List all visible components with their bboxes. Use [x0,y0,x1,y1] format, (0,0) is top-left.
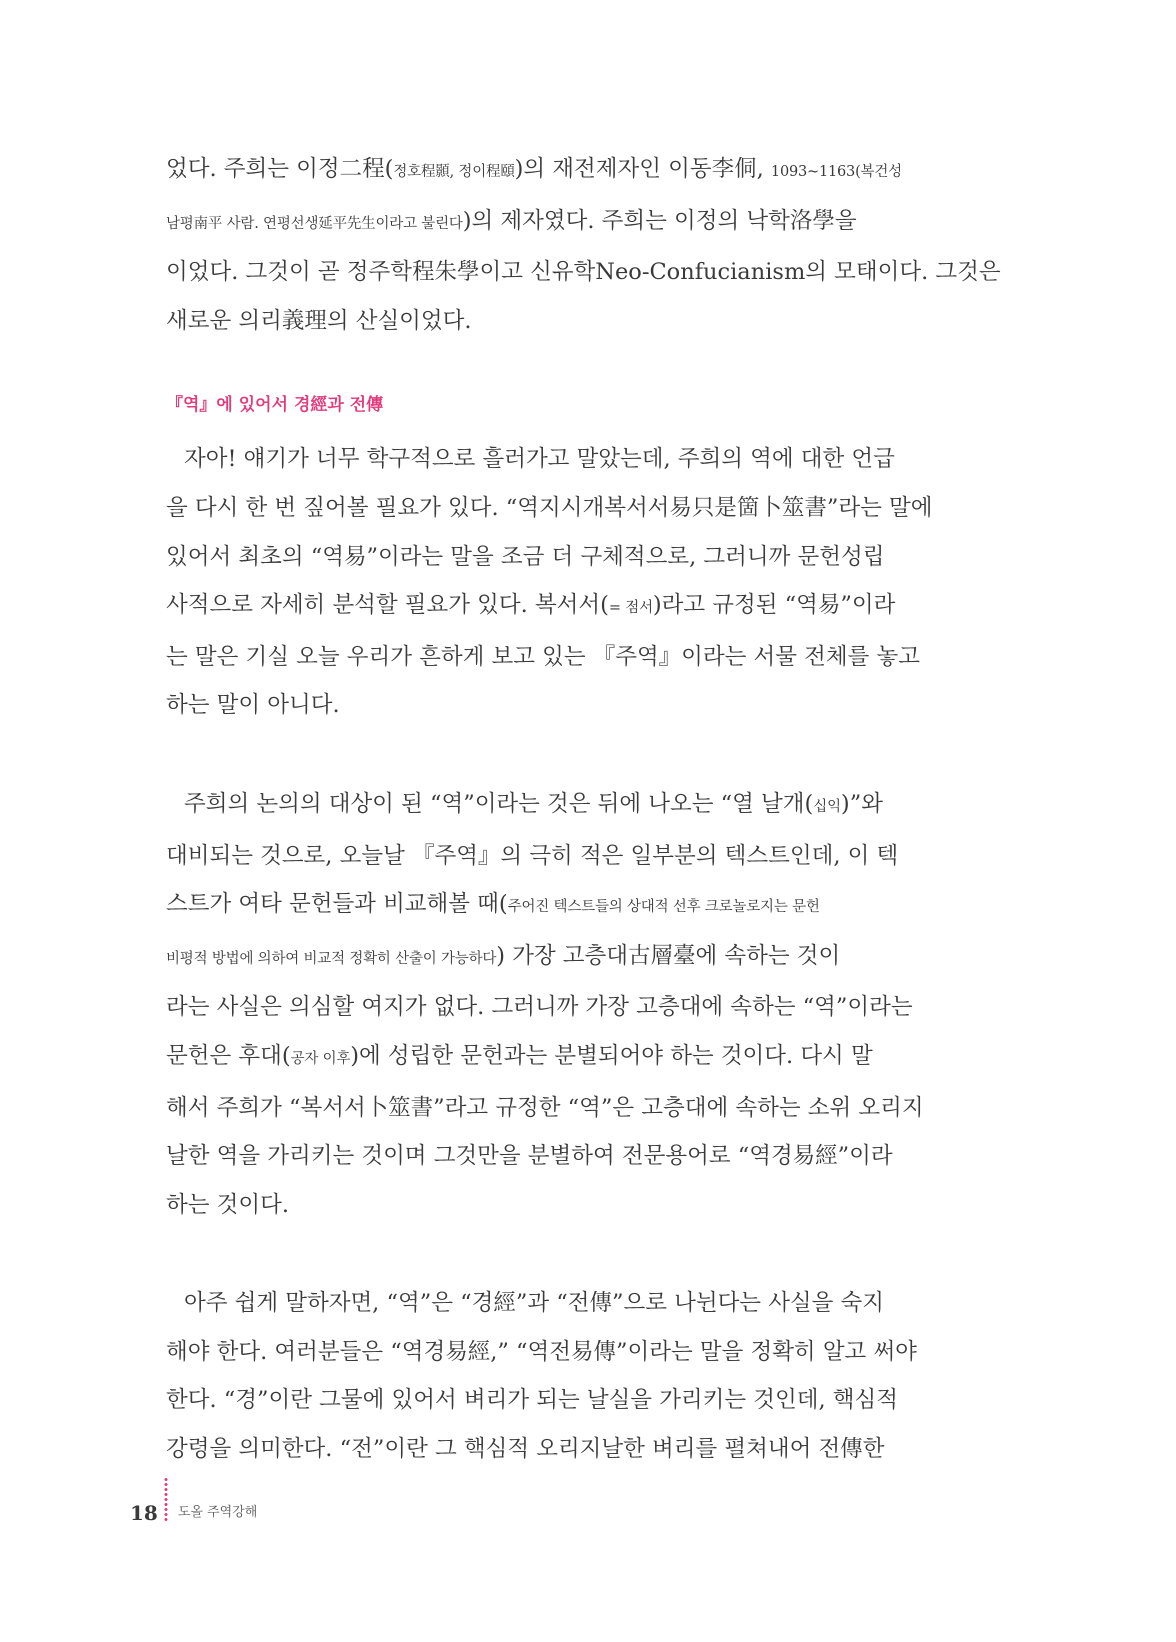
text-line [166,297,972,346]
paragraph-3 [166,780,972,1229]
text-run: 강령을 의미한다. “전”이란 그 핵심적 오리지날한 벼리를 펼쳐내어 전傳한 [166,1436,885,1463]
text-run: 이었다. 그것이 곧 정주학程朱學이고 신유학Neo-Confucianism의 모태이다. 그것은 [166,259,1001,286]
paragraph-1 [166,145,1001,345]
text-line [166,983,972,1032]
text-line [166,435,972,484]
text-run: ) 가장 고층대古層臺에 속하는 것이 [496,942,841,969]
small-note-run: 1093~1163(복건성 [770,164,902,180]
text-line [166,681,972,730]
text-line [166,780,972,832]
dotted-divider [164,1477,168,1521]
text-line [166,1376,972,1425]
text-run: 있어서 최초의 “역易”이라는 말을 조금 더 구체적으로, 그러니까 문헌성립 [166,543,885,570]
text-line [166,880,972,932]
text-line [166,1084,972,1133]
text-run: 해서 주희가 “복서서卜筮書”라고 규정한 “역”은 고층대에 속하는 소위 오리지 [166,1094,924,1121]
text-line [166,581,972,633]
text-run: 자아! 얘기가 너무 학구적으로 흘러가고 말았는데, 주희의 역에 대한 언급 [184,446,895,473]
text-run: 하는 것이다. [166,1191,289,1218]
small-note-run: 남평南平 사람. 연평선생延平先生이라고 불린다 [166,215,463,232]
section-heading: 『역』에 있어서 경經과 전傳 [166,395,384,416]
small-note-run: 정호程顥, 정이程頤 [393,164,515,180]
small-note-run: 주어진 텍스트들의 상대적 선후 크로놀로지는 문헌 [507,899,820,916]
text-run: 하는 말이 아니다. [166,692,340,719]
text-run: 새로운 의리義理의 산실이었다. [166,307,472,334]
text-run: 날한 역을 가리키는 것이며 그것만을 분별하여 전문용어로 “역경易經”이라 [166,1143,893,1170]
text-line [166,1181,972,1230]
text-line [166,832,972,881]
text-run: )의 재전제자인 이동李侗, [514,156,771,182]
text-run: 아주 쉽게 말하자면, “역”은 “경經”과 “전傳”으로 나뉜다는 사실을 숙지 [184,1290,885,1317]
text-line [166,1279,972,1328]
small-note-run: = 점서 [608,600,653,617]
paragraph-4 [166,1279,972,1473]
text-run: 라는 사실은 의심할 여지가 없다. 그러니까 가장 고층대에 속하는 “역”이라는 [166,994,913,1021]
text-line [166,932,972,984]
text-run: 주희의 논의의 대상이 된 “역”이라는 것은 뒤에 나오는 “열 날개( [184,790,814,817]
text-run: )에 성립한 문헌과는 분별되어야 하는 것이다. 다시 말 [350,1042,873,1069]
small-note-run: 비평적 방법에 의하여 비교적 정확히 산출이 가능하다 [166,950,497,967]
text-run: 는 말은 기실 오늘 우리가 흔하게 보고 있는 『주역』이라는 서물 전체를 놓고 [166,643,920,670]
text-run: 대비되는 것으로, 오늘날 『주역』의 극히 적은 일부분의 텍스트인데, 이 텍 [166,842,899,869]
text-line [166,1032,972,1084]
text-run: 을 다시 한 번 짚어볼 필요가 있다. “역지시개복서서易只是箇卜筮書”라는 말에 [166,494,933,521]
page-footer [130,1493,257,1523]
text-run: 었다. 주희는 이정二程( [166,156,394,182]
text-run: 문헌은 후대( [166,1042,291,1069]
text-run: )의 제자였다. 주희는 이정의 낙학洛學을 [462,207,857,234]
text-line [166,1425,972,1474]
text-line [166,145,972,197]
text-line [166,1132,972,1181]
text-run: 스트가 여타 문헌들과 비교해볼 때( [166,891,508,918]
text-run: 해야 한다. 여러분들은 “역경易經,” “역전易傳”이라는 말을 정확히 알고 써야 [166,1338,917,1365]
text-line [166,1328,972,1377]
paragraph-2 [166,435,972,730]
text-run: )”와 [840,790,883,817]
text-run: 한다. “경”이란 그물에 있어서 벼리가 되는 날실을 가리키는 것인데, 핵심적 [166,1387,898,1414]
running-title: 도올 주역강해 [177,1505,258,1520]
page-body [166,145,1001,1474]
small-note-run: 공자 이후 [290,1050,351,1067]
page-number: 18 [130,1501,158,1525]
text-line [166,633,972,682]
text-line [166,533,972,582]
text-line [166,248,1001,297]
text-run: )라고 규정된 “역易”이라 [652,592,896,619]
small-note-run: 십익 [813,798,841,815]
text-run: 사적으로 자세히 분석할 필요가 있다. 복서서( [166,592,609,619]
text-line [166,484,972,533]
text-line [166,197,972,249]
